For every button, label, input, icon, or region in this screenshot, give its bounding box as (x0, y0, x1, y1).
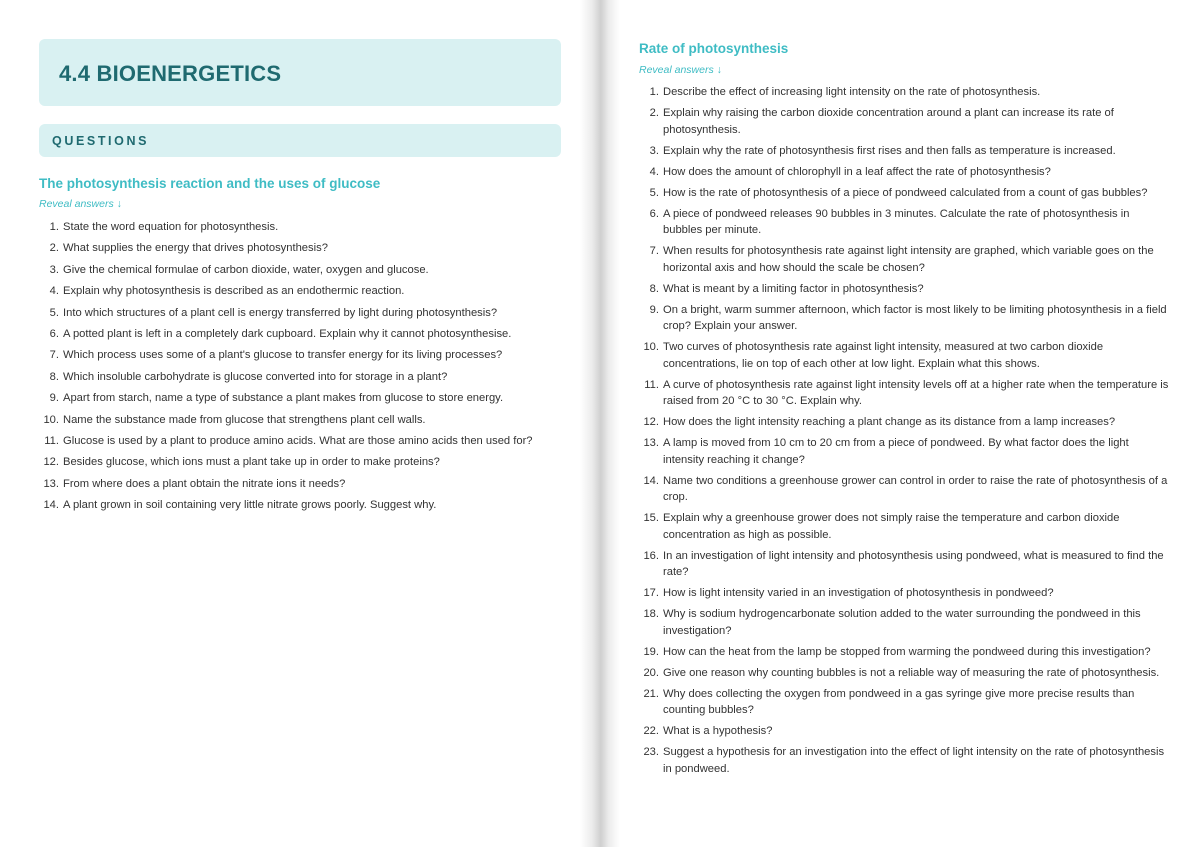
question-item (639, 473, 1169, 506)
question-item (39, 347, 561, 364)
question-text: Describe the effect of increasing light intensity on the rate of photosynthesis. (663, 86, 1041, 98)
question-item (639, 585, 1169, 602)
question-item (39, 219, 561, 236)
question-number: 6. (49, 327, 59, 340)
question-text: In an investigation of light intensity and photosynthesis using pondweed, what is measured to find the rate? (663, 549, 1164, 578)
question-text: Name two conditions a greenhouse grower can control in order to raise the rate of photosynthesis of a crop. (663, 474, 1168, 503)
question-text: How does the amount of chlorophyll in a leaf affect the rate of photosynthesis? (663, 165, 1051, 178)
question-number: 16. (643, 549, 659, 562)
question-item (39, 283, 561, 300)
question-item (639, 644, 1169, 661)
chapter-title: 4.4 BIOENERGETICS (59, 61, 282, 86)
question-number: 13. (43, 477, 59, 490)
question-number: 2. (49, 242, 59, 255)
question-text: Explain why a greenhouse grower does not simply raise the temperature and carbon dioxide concentration as high as possible. (663, 512, 1120, 541)
question-item (639, 143, 1169, 160)
question-text: State the word equation for photosynthesis. (63, 221, 279, 233)
question-number: 8. (649, 282, 659, 295)
question-item (639, 665, 1169, 682)
question-item (639, 206, 1169, 239)
question-item (639, 377, 1169, 410)
question-number: 6. (649, 207, 659, 220)
question-number: 23. (643, 746, 659, 758)
question-text: Explain why photosynthesis is described as an endothermic reaction. (63, 285, 405, 298)
question-number: 8. (49, 370, 59, 383)
section-title-photosynthesis-reaction: The photosynthesis reaction and the uses of glucose (39, 176, 381, 191)
question-text: A piece of pondweed releases 90 bubbles in 3 minutes. Calculate the rate of photosynthesis in bubbles per minute. (663, 207, 1130, 236)
question-text: How can the heat from the lamp be stopped from warming the pondweed during this investigation? (663, 645, 1151, 658)
question-list-right (639, 84, 1169, 782)
question-text: A potted plant is left in a completely dark cupboard. Explain why it cannot photosynthesise. (63, 327, 512, 340)
question-text: What is a hypothesis? (663, 725, 773, 737)
question-number: 21. (643, 687, 659, 700)
right-page (639, 0, 1169, 847)
question-item (39, 476, 561, 493)
question-item (639, 185, 1169, 202)
question-number: 17. (643, 587, 659, 599)
question-item (39, 433, 561, 450)
question-item (39, 305, 561, 322)
question-number: 3. (649, 144, 659, 157)
question-number: 11. (644, 378, 659, 391)
question-item (639, 510, 1169, 543)
question-number: 10. (43, 413, 59, 426)
page-gutter (580, 0, 620, 847)
question-text: Give the chemical formulae of carbon dioxide, water, oxygen and glucose. (63, 263, 429, 276)
question-item (639, 414, 1169, 431)
question-number: 2. (649, 107, 659, 119)
question-item (639, 164, 1169, 181)
question-item (639, 84, 1169, 101)
question-number: 4. (49, 285, 59, 298)
question-number: 18. (643, 608, 659, 620)
question-text: How does the light intensity reaching a plant change as its distance from a lamp increases? (663, 416, 1116, 428)
question-number: 3. (49, 263, 59, 276)
question-item (639, 302, 1169, 335)
question-number: 10. (643, 341, 659, 353)
question-number: 7. (49, 349, 59, 362)
question-item (639, 339, 1169, 372)
question-item (39, 240, 561, 257)
question-number: 20. (643, 666, 659, 679)
reveal-answers-link[interactable]: Reveal answers ↓ (639, 64, 722, 76)
question-text: A lamp is moved from 10 cm to 20 cm from a piece of pondweed. By what factor does the light intensity reaching it change? (663, 437, 1129, 466)
question-number: 9. (49, 392, 59, 405)
question-number: 5. (49, 306, 59, 319)
question-text: Why is sodium hydrogencarbonate solution added to the water surrounding the pondweed in this investigation? (663, 608, 1141, 637)
question-number: 14. (43, 499, 59, 512)
question-text: What is meant by a limiting factor in photosynthesis? (663, 282, 924, 295)
question-text: Besides glucose, which ions must a plant take up in order to make proteins? (63, 456, 440, 469)
question-item (39, 369, 561, 386)
question-text: Suggest a hypothesis for an investigation into the effect of light intensity on the rate of photosynthesis in pondweed. (663, 746, 1165, 775)
question-number: 9. (649, 303, 659, 316)
question-text: What supplies the energy that drives photosynthesis? (63, 242, 328, 255)
question-number: 5. (649, 186, 659, 199)
reveal-answers-link[interactable]: Reveal answers ↓ (39, 198, 122, 210)
question-list-left (39, 219, 561, 518)
question-text: When results for photosynthesis rate against light intensity are graphed, which variable goes on the horizontal axis and how should the scale be chosen? (663, 245, 1154, 274)
question-item (639, 435, 1169, 468)
question-number: 1. (49, 221, 59, 233)
question-item (639, 723, 1169, 740)
question-text: From where does a plant obtain the nitrate ions it needs? (63, 477, 346, 490)
question-item (639, 606, 1169, 639)
question-text: Explain why raising the carbon dioxide concentration around a plant can increase its rate of photosynthesis. (663, 107, 1114, 136)
question-number: 11. (44, 434, 59, 447)
question-item (639, 548, 1169, 581)
question-number: 4. (649, 165, 659, 178)
question-number: 13. (643, 437, 659, 449)
question-number: 12. (43, 456, 59, 469)
question-text: A plant grown in soil containing very little nitrate grows poorly. Suggest why. (63, 499, 437, 512)
question-text: Apart from starch, name a type of substance a plant makes from glucose to store energy. (63, 392, 504, 405)
question-item (39, 390, 561, 407)
question-item (639, 744, 1169, 777)
question-item (39, 497, 561, 514)
question-item (639, 105, 1169, 138)
question-item (39, 326, 561, 343)
question-text: Explain why the rate of photosynthesis first rises and then falls as temperature is increased. (663, 144, 1116, 157)
question-number: 22. (643, 725, 659, 737)
question-number: 14. (643, 474, 659, 487)
question-text: Why does collecting the oxygen from pondweed in a gas syringe give more precise results than counting bubbles? (663, 687, 1135, 716)
question-text: Which process uses some of a plant's glucose to transfer energy for its living processes? (63, 349, 503, 362)
left-page (39, 0, 561, 847)
question-item (39, 262, 561, 279)
question-text: Which insoluble carbohydrate is glucose converted into for storage in a plant? (63, 370, 448, 383)
questions-label: QUESTIONS (52, 134, 150, 148)
questions-banner (39, 124, 561, 157)
question-number: 1. (649, 86, 659, 98)
section-title-rate-of-photosynthesis: Rate of photosynthesis (639, 41, 789, 56)
question-text: Glucose is used by a plant to produce amino acids. What are those amino acids then used for? (63, 434, 533, 447)
question-text: Give one reason why counting bubbles is not a reliable way of measuring the rate of photosynthesis. (663, 666, 1160, 679)
question-text: How is the rate of photosynthesis of a piece of pondweed calculated from a count of gas bubbles? (663, 186, 1148, 199)
question-text: Into which structures of a plant cell is energy transferred by light during photosynthesis? (63, 306, 498, 319)
question-text: On a bright, warm summer afternoon, which factor is most likely to be limiting photosynthesis in a field crop? Explain your answer. (663, 303, 1167, 332)
chapter-header-box (39, 39, 561, 106)
question-item (39, 454, 561, 471)
question-item (639, 281, 1169, 298)
question-item (639, 686, 1169, 719)
question-number: 12. (643, 416, 659, 428)
question-number: 7. (649, 245, 659, 257)
question-text: Two curves of photosynthesis rate against light intensity, measured at two carbon dioxide concentrations, lie on top of each other at low light. Explain what this shows. (663, 341, 1104, 370)
question-text: Name the substance made from glucose that strengthens plant cell walls. (63, 413, 426, 426)
question-text: A curve of photosynthesis rate against light intensity levels off at a higher rate when the temperature is raised from 20 °C to 30 °C. Explain why. (663, 378, 1169, 407)
question-item (39, 412, 561, 429)
question-text: How is light intensity varied in an investigation of photosynthesis in pondweed? (663, 587, 1054, 599)
question-item (639, 243, 1169, 276)
question-number: 15. (643, 512, 659, 524)
question-number: 19. (643, 645, 659, 658)
